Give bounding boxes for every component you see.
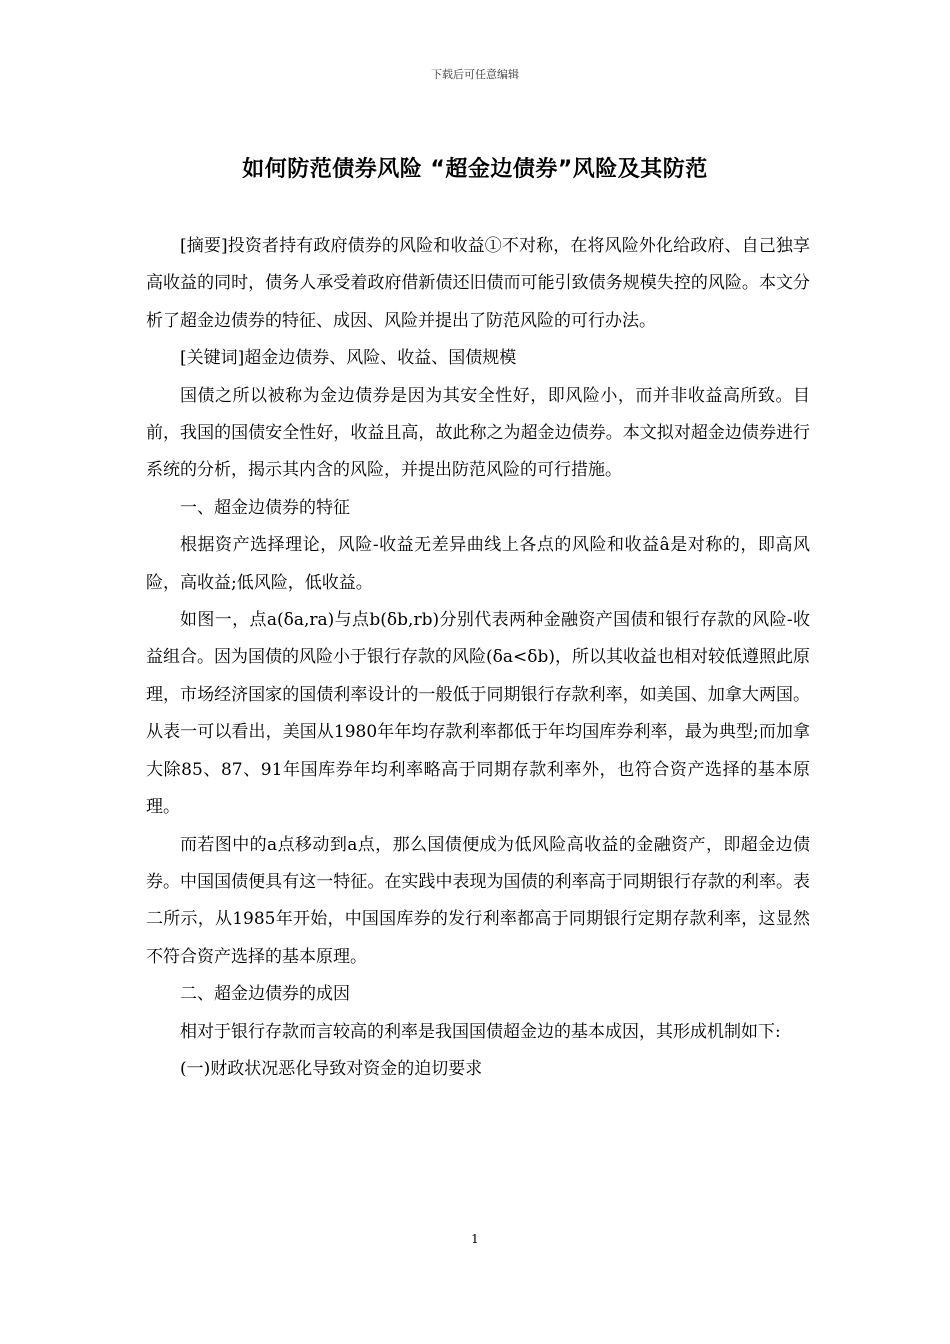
intro-paragraph: 国债之所以被称为金边债券是因为其安全性好，即风险小，而并非收益高所致。目前，我国的国债安全性好，收益且高，故此称之为超金边债券。本文拟对超金边债券进行系统的分析，揭示其内含的风险，并提出防范风险的可行措施。 (146, 385, 810, 481)
section-heading-2: 二、超金边债券的成因 (180, 984, 350, 1005)
body-paragraph: 根据资产选择理论，风险-收益无差异曲线上各点的风险和收益â是对称的，即高风险，高收益;低风险，低收益。 (146, 535, 810, 593)
document-body (146, 228, 810, 1088)
body-paragraph: 相对于银行存款而言较高的利率是我国国债超金边的基本成因，其形成机制如下: (180, 1021, 781, 1042)
header-note: 下载后可任意编辑 (431, 68, 519, 81)
abstract-paragraph: [摘要]投资者持有政府债券的风险和收益①不对称，在将风险外化给政府、自己独享高收益的同时，债务人承受着政府借新债还旧债而可能引致债务规模失控的风险。本文分析了超金边债券的特征、成因、风险并提出了防范风险的可行办法。 (146, 236, 810, 331)
document-title: 如何防范债券风险 “超金边债券”风险及其防范 (242, 157, 708, 182)
subsection-heading-1: (一)财政状况恶化导致对资金的迫切要求 (180, 1058, 483, 1079)
keywords-paragraph: [关键词]超金边债券、风险、收益、国债规模 (180, 348, 517, 369)
body-paragraph: 而若图中的a点移动到a点，那么国债便成为低风险高收益的金融资产，即超金边债券。中国国债便具有这一特征。在实践中表现为国债的利率高于同期银行存款的利率。表二所示，从1985年开始，中国国库券的发行利率都高于同期银行定期存款利率，这显然不符合资产选择的基本原理。 (146, 834, 810, 967)
page-number: 1 (471, 1232, 479, 1246)
section-heading-1: 一、超金边债券的特征 (180, 497, 350, 518)
body-paragraph: 如图一，点a(δa,ra)与点b(δb,rb)分别代表两种金融资产国债和银行存款的风险-收益组合。因为国债的风险小于银行存款的风险(δa<δb)，所以其收益也相对较低遵照此原理，市场经济国家的国债利率设计的一般低于同期银行存款利率，如美国、加拿大两国。从表一可以看出，美国从1980年年均存款利率都低于年均国库券利率，最为典型;而加拿大除85、87、91年国库券年均利率略高于同期存款利率外，也符合资产选择的基本原理。 (146, 610, 810, 818)
